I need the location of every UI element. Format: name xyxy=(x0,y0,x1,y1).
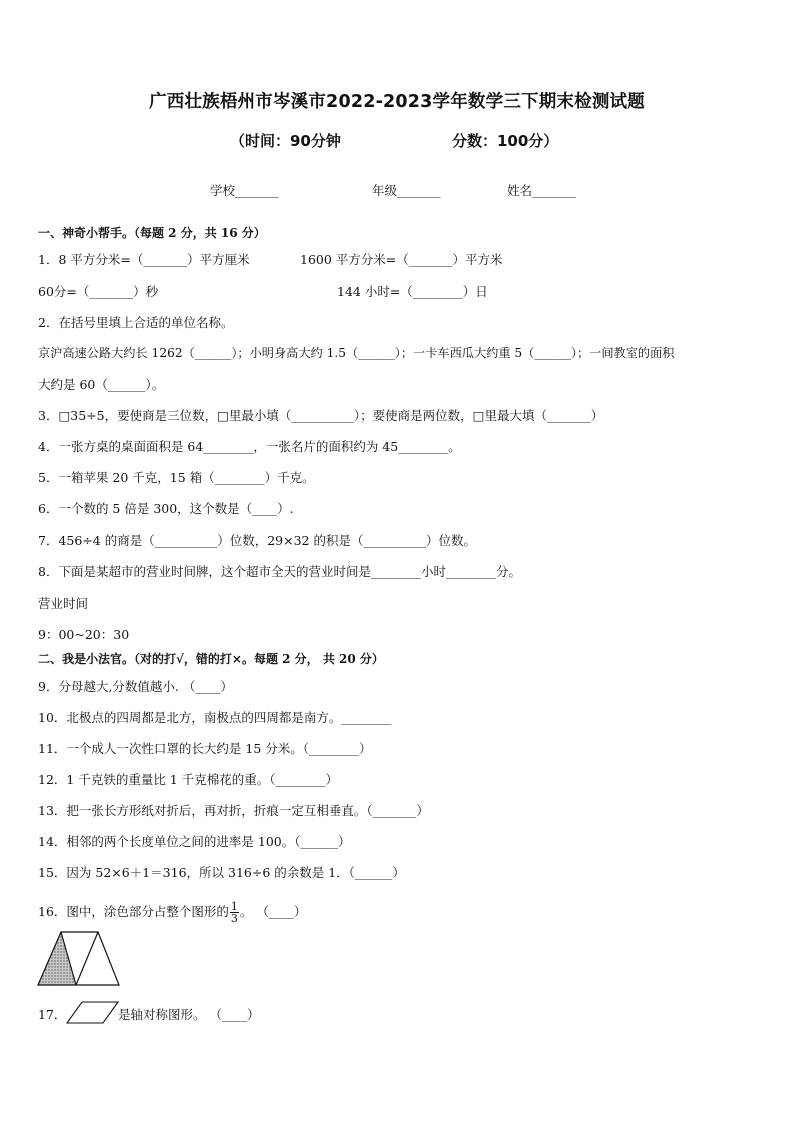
question-2-line-2: 大约是 60（______）。 xyxy=(38,377,165,392)
exam-score: 分数：100分） xyxy=(452,132,559,150)
question-13: 13．把一张长方形纸对折后，再对折，折痕一定互相垂直。（_______） xyxy=(38,803,429,818)
question-1a: 1．8 平方分米=（_______）平方厘米 xyxy=(38,252,250,267)
business-hours-time: 9：00~20：30 xyxy=(38,627,130,642)
question-15: 15．因为 52×6＋1＝316，所以 316÷6 的余数是 1．（______） xyxy=(38,865,405,880)
question-17-number: 17． xyxy=(38,1007,67,1022)
parallelogram-icon xyxy=(66,1000,120,1025)
question-12: 12．1 千克铁的重量比 1 千克棉花的重。（________） xyxy=(38,772,338,787)
question-7: 7．456÷4 的商是（__________）位数，29×32 的积是（__________）位数。 xyxy=(38,533,476,548)
question-4: 4．一张方桌的桌面面积是 64________，一张名片的面积约为 45________。 xyxy=(38,439,461,454)
question-2-line-1: 京沪高速公路大约长 1262（______）；小明身高大约 1.5（______）；一卡车西瓜大约重 5（______）；一间教室的面积 xyxy=(38,346,675,360)
school-field[interactable]: 学校_______ xyxy=(210,183,279,198)
question-5: 5．一箱苹果 20 千克，15 箱（________）千克。 xyxy=(38,470,315,485)
question-17-text: 是轴对称图形。 （____） xyxy=(118,1007,260,1022)
divider-line-right xyxy=(76,932,98,985)
section-2-heading: 二、我是小法官。（对的打√，错的打×。每题 2 分， 共 20 分） xyxy=(38,652,384,666)
business-hours-label: 营业时间 xyxy=(38,596,89,611)
question-9: 9．分母越大,分数值越小. （____） xyxy=(38,679,233,694)
question-16-text: 16．图中，涂色部分占整个图形的 xyxy=(38,904,229,919)
question-1d: 144 小时=（________）日 xyxy=(337,284,488,299)
question-2: 2．在括号里填上合适的单位名称。 xyxy=(38,315,234,330)
question-16-tail: 。 （____） xyxy=(239,904,307,919)
question-11: 11．一个成人一次性口罩的长大约是 15 分米。（________） xyxy=(38,741,372,756)
question-1b: 1600 平方分米=（_______）平方米 xyxy=(300,252,503,267)
exam-time: （时间：90分钟 xyxy=(230,132,341,150)
fraction-numerator: 1 xyxy=(230,900,238,913)
fraction xyxy=(230,901,239,924)
question-10: 10．北极点的四周都是北方，南极点的四周都是南方。________ xyxy=(38,710,392,725)
section-1-heading: 一、神奇小帮手。（每题 2 分，共 16 分） xyxy=(38,226,266,240)
question-16 xyxy=(38,901,306,924)
parallelogram-figure xyxy=(36,930,122,988)
question-1c: 60分=（_______）秒 xyxy=(38,284,159,299)
name-field[interactable]: 姓名_______ xyxy=(507,183,576,198)
question-8: 8．下面是某超市的营业时间牌，这个超市全天的营业时间是________小时________分。 xyxy=(38,564,521,579)
grade-field[interactable]: 年级_______ xyxy=(372,183,441,198)
question-6: 6．一个数的 5 倍是 300，这个数是（____）. xyxy=(38,501,294,516)
question-3: 3．□35÷5，要使商是三位数，□里最小填（__________）；要使商是两位数，□里最大填（_______） xyxy=(38,408,604,423)
fraction-denominator: 3 xyxy=(230,912,238,925)
question-14: 14．相邻的两个长度单位之间的进率是 100。（______） xyxy=(38,834,351,849)
page-title: 广西壮族梧州市岑溪市2022-2023学年数学三下期末检测试题 xyxy=(149,92,645,112)
